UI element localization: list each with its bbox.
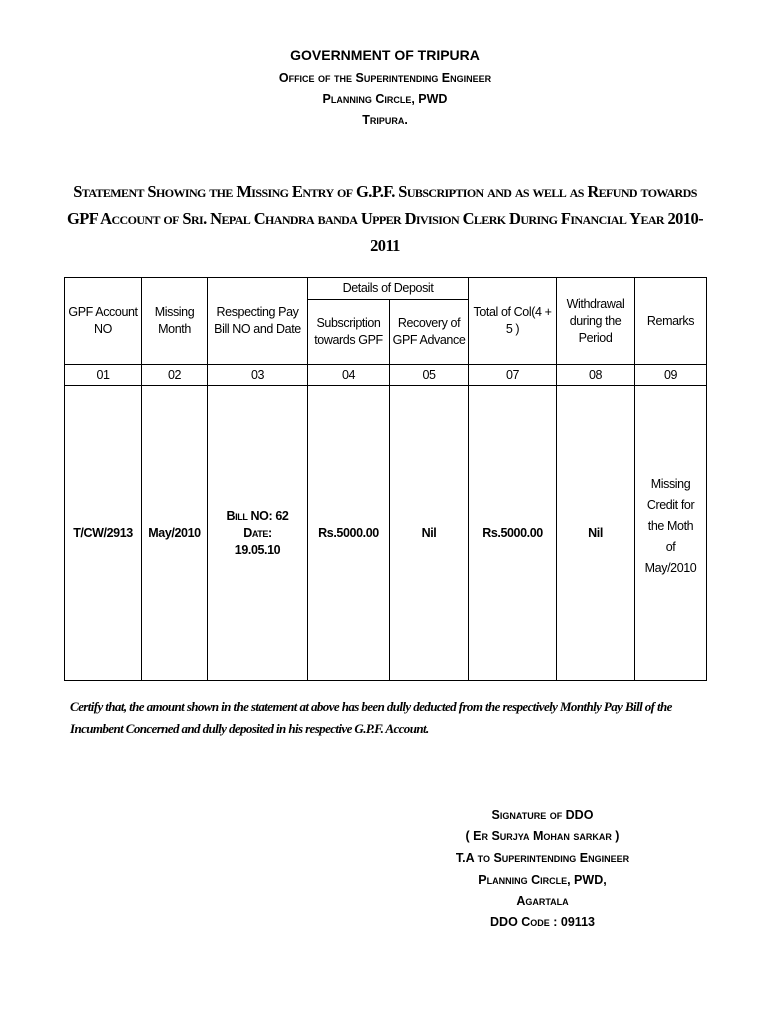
col-number: 05 — [390, 365, 469, 386]
bill-date-label: Date: — [243, 525, 272, 540]
signatory-location: Agartala — [516, 894, 569, 908]
signature-title: Signature of DDO — [491, 808, 594, 822]
remarks-line: Credit for — [646, 497, 695, 512]
cell-withdrawal: Nil — [557, 386, 635, 681]
office-heading: Office of the Superintending Engineer — [278, 71, 492, 85]
bill-date-value: 19.05.10 — [234, 542, 281, 557]
cell-recovery: Nil — [390, 386, 469, 681]
header-withdrawal: Withdrawal during the Period — [557, 278, 635, 365]
col-number: 02 — [142, 365, 208, 386]
header-missing-month: Missing Month — [142, 278, 208, 365]
table-row — [65, 386, 707, 681]
cell-subscription: Rs.5000.00 — [308, 386, 390, 681]
header-remarks: Remarks — [635, 278, 707, 365]
table-header-row — [65, 278, 707, 300]
signatory-designation: T.A to Superintending Engineer — [455, 851, 630, 865]
col-number: 07 — [469, 365, 557, 386]
remarks-line: of — [665, 539, 676, 554]
government-heading: GOVERNMENT OF TRIPURA — [290, 47, 480, 63]
cell-pay-bill — [208, 386, 308, 681]
header-respecting-pay-bill: Respecting Pay Bill NO and Date — [208, 278, 308, 365]
signatory-circle: Planning Circle, PWD, — [478, 873, 607, 887]
cell-remarks — [635, 386, 707, 681]
state-heading: Tripura. — [362, 113, 408, 127]
header-subscription: Subscription towards GPF — [308, 300, 390, 365]
col-number: 08 — [557, 365, 635, 386]
col-number: 09 — [635, 365, 707, 386]
header-gpf-account: GPF Account NO — [65, 278, 142, 365]
column-number-row — [65, 365, 707, 386]
col-number: 04 — [308, 365, 390, 386]
col-number: 03 — [208, 365, 308, 386]
ddo-code: DDO Code : 09113 — [490, 915, 595, 929]
header-details-of-deposit: Details of Deposit — [308, 278, 469, 300]
certification-text: Certify that, the amount shown in the statement at above has been dully deducted from the respectively Monthly Pay Bill of the Incumbent Concerned and dully deposited in his respective G.P.F. Account. — [70, 699, 672, 736]
cell-total: Rs.5000.00 — [469, 386, 557, 681]
circle-heading: Planning Circle, PWD — [322, 92, 448, 106]
signatory-name: ( Er Surjya Mohan sarkar ) — [465, 829, 620, 843]
cell-missing-month: May/2010 — [142, 386, 208, 681]
col-number: 01 — [65, 365, 142, 386]
remarks-line: Missing — [650, 476, 691, 491]
remarks-line: the Moth — [647, 518, 694, 533]
statement-title: Statement Showing the Missing Entry of G.P.F. Subscription and as well as Refund towards GPF Account of Sri. Nepal Chandra banda Upper Division Clerk During Financial Year 2010-2011 — [66, 182, 704, 255]
bill-number: Bill NO: 62 — [226, 508, 289, 523]
header-recovery: Recovery of GPF Advance — [390, 300, 469, 365]
gpf-statement-table — [64, 277, 707, 681]
cell-gpf-account: T/CW/2913 — [65, 386, 142, 681]
remarks-line: May/2010 — [644, 560, 697, 575]
header-total: Total of Col(4 + 5 ) — [469, 278, 557, 365]
